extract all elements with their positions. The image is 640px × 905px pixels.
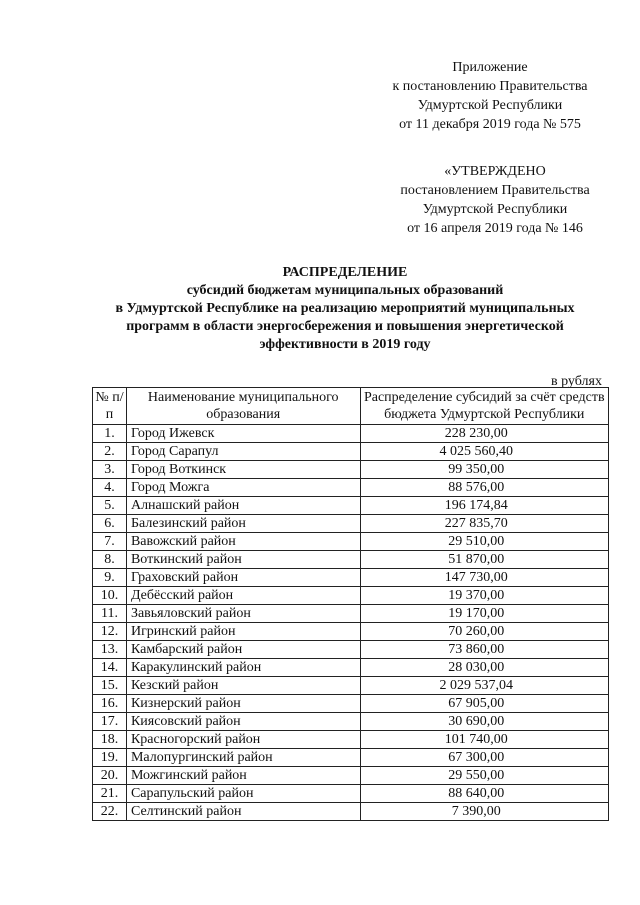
municipality-name: Дебёсский район [126,587,360,605]
table-body [93,425,609,821]
header-municipality: Наименование муниципального образования [126,388,360,425]
title-line: РАСПРЕДЕЛЕНИЕ [282,265,408,280]
appendix-line: к постановлению Правительства [392,79,588,94]
table-row [93,587,609,605]
row-number: 11. [93,605,127,623]
title-line: субсидий бюджетам муниципальных образований [186,283,504,298]
municipality-name: Кизнерский район [126,695,360,713]
title-line: эффективности в 2019 году [259,337,431,352]
row-number: 20. [93,767,127,785]
table-row [93,443,609,461]
row-number: 14. [93,659,127,677]
table-row [93,767,609,785]
header-subsidy: Распределение субсидий за счёт средств бюджета Удмуртской Республики [360,388,608,425]
subsidy-amount: 147 730,00 [360,569,608,587]
municipality-name: Можгинский район [126,767,360,785]
subsidy-amount: 196 174,84 [360,497,608,515]
subsidy-amount: 101 740,00 [360,731,608,749]
appendix-line: Приложение [452,60,528,75]
row-number: 19. [93,749,127,767]
municipality-name: Город Ижевск [126,425,360,443]
subsidy-amount: 70 260,00 [360,623,608,641]
municipality-name: Игринский район [126,623,360,641]
table-row [93,605,609,623]
subsidy-amount: 51 870,00 [360,551,608,569]
table-row [93,677,609,695]
row-number: 16. [93,695,127,713]
subsidy-amount: 67 300,00 [360,749,608,767]
appendix-block [380,58,600,134]
table-row [93,659,609,677]
table-row [93,785,609,803]
municipality-name: Киясовский район [126,713,360,731]
table-row [93,695,609,713]
subsidy-table [92,387,609,821]
subsidy-amount: 19 170,00 [360,605,608,623]
municipality-name: Граховский район [126,569,360,587]
row-number: 17. [93,713,127,731]
currency-unit-label: в рублях [551,374,602,389]
header-number: № п/п [93,388,127,425]
municipality-name: Вавожский район [126,533,360,551]
municipality-name: Красногорский район [126,731,360,749]
row-number: 6. [93,515,127,533]
row-number: 18. [93,731,127,749]
title-line: в Удмуртской Республике на реализацию мероприятий муниципальных [115,301,575,316]
subsidy-amount: 2 029 537,04 [360,677,608,695]
subsidy-amount: 67 905,00 [360,695,608,713]
table-row [93,497,609,515]
subsidy-amount: 4 025 560,40 [360,443,608,461]
row-number: 7. [93,533,127,551]
municipality-name: Каракулинский район [126,659,360,677]
table-row [93,425,609,443]
municipality-name: Кезский район [126,677,360,695]
table-row [93,749,609,767]
subsidy-amount: 73 860,00 [360,641,608,659]
subsidy-amount: 88 640,00 [360,785,608,803]
row-number: 13. [93,641,127,659]
municipality-name: Город Можга [126,479,360,497]
approval-line: «УТВЕРЖДЕНО [444,164,546,179]
row-number: 1. [93,425,127,443]
subsidy-amount: 19 370,00 [360,587,608,605]
row-number: 15. [93,677,127,695]
appendix-line: от 11 декабря 2019 года № 575 [399,117,581,132]
subsidy-amount: 99 350,00 [360,461,608,479]
table-row [93,479,609,497]
subsidy-amount: 29 510,00 [360,533,608,551]
subsidy-amount: 228 230,00 [360,425,608,443]
row-number: 3. [93,461,127,479]
table-row [93,641,609,659]
subsidy-amount: 7 390,00 [360,803,608,821]
municipality-name: Сарапульский район [126,785,360,803]
row-number: 4. [93,479,127,497]
table-row [93,533,609,551]
table-header-row [93,388,609,425]
table-row [93,551,609,569]
subsidy-amount: 30 690,00 [360,713,608,731]
approval-line: Удмуртской Республики [422,202,568,217]
appendix-line: Удмуртской Республики [417,98,563,113]
document-title [95,264,595,354]
table-row [93,461,609,479]
approval-line: от 16 апреля 2019 года № 146 [407,221,583,236]
table-row [93,731,609,749]
municipality-name: Воткинский район [126,551,360,569]
municipality-name: Алнашский район [126,497,360,515]
row-number: 21. [93,785,127,803]
approval-line: постановлением Правительства [400,183,590,198]
row-number: 22. [93,803,127,821]
row-number: 9. [93,569,127,587]
subsidy-amount: 29 550,00 [360,767,608,785]
subsidy-amount: 227 835,70 [360,515,608,533]
municipality-name: Камбарский район [126,641,360,659]
row-number: 8. [93,551,127,569]
title-line: программ в области энергосбережения и повышения энергетической [126,319,564,334]
municipality-name: Город Сарапул [126,443,360,461]
table-row [93,713,609,731]
municipality-name: Завьяловский район [126,605,360,623]
row-number: 2. [93,443,127,461]
table-row [93,623,609,641]
table-row [93,515,609,533]
row-number: 5. [93,497,127,515]
municipality-name: Селтинский район [126,803,360,821]
subsidy-amount: 28 030,00 [360,659,608,677]
row-number: 12. [93,623,127,641]
municipality-name: Малопургинский район [126,749,360,767]
approval-block [380,162,610,238]
table-row [93,803,609,821]
municipality-name: Город Воткинск [126,461,360,479]
row-number: 10. [93,587,127,605]
table-row [93,569,609,587]
subsidy-amount: 88 576,00 [360,479,608,497]
municipality-name: Балезинский район [126,515,360,533]
